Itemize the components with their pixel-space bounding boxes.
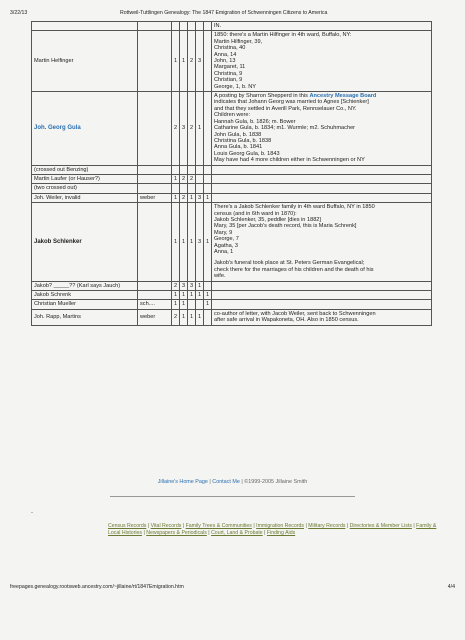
ancestry-nav-links <box>108 523 438 536</box>
details-cell <box>212 281 432 290</box>
details-line: Jakob Schlenker, 35, peddler [dies in 1882] <box>214 216 321 223</box>
details-line: indicates that Johann Georg was married to Agnes [Schienker] <box>214 99 369 106</box>
count-cell <box>204 31 212 92</box>
count-cell: 3 <box>196 31 204 92</box>
count-cell: 1 <box>196 92 204 165</box>
count-cell: 1 <box>188 291 196 300</box>
details-line: George, 7 <box>214 236 239 243</box>
nav-separator: | <box>411 523 417 529</box>
nav-link[interactable]: Finding Aids <box>266 529 296 536</box>
occupation <box>138 165 172 174</box>
occupation: weber <box>138 193 172 202</box>
details-cell <box>212 31 432 92</box>
details-cell <box>212 203 432 281</box>
emigrant-name: (crossed out Benzing) <box>32 165 138 174</box>
count-cell: 1 <box>196 291 204 300</box>
count-cell: 1 <box>180 203 188 281</box>
count-cell: 3 <box>196 193 204 202</box>
details-line: George, 1, b. NY <box>214 83 256 90</box>
occupation <box>138 31 172 92</box>
nav-link[interactable]: Directories & Member Lists <box>349 523 412 529</box>
table-row <box>32 165 432 174</box>
count-cell <box>196 300 204 309</box>
nav-link[interactable]: Military Records <box>308 523 346 529</box>
count-cell: 3 <box>196 203 204 281</box>
count-cell <box>188 300 196 309</box>
count-cell: 2 <box>188 174 196 183</box>
count-cell: 3 <box>180 92 188 165</box>
details-line: Christina, 9 <box>214 70 243 77</box>
emigrant-name: (two crossed out) <box>32 184 138 193</box>
count-cell: 1 <box>180 31 188 92</box>
count-cell <box>204 174 212 183</box>
message-board-link[interactable]: Ancestry Message Board <box>309 93 377 100</box>
occupation <box>138 281 172 290</box>
count-cell: 2 <box>172 309 180 325</box>
count-cell: 1 <box>196 309 204 325</box>
details-line: Christian, 9 <box>214 77 243 84</box>
count-cell <box>172 184 180 193</box>
count-cell: 1 <box>172 291 180 300</box>
count-cell: 1 <box>172 174 180 183</box>
count-cell: 2 <box>172 281 180 290</box>
emigrant-name: Martin Laufer (or Hauser?) <box>32 174 138 183</box>
occupation <box>138 92 172 165</box>
emigrant-name: Jakob Schlenker <box>32 203 138 281</box>
details-cell <box>212 22 432 31</box>
details-cell <box>212 184 432 193</box>
occupation <box>138 22 172 31</box>
count-cell <box>180 165 188 174</box>
details-line: John Gula, b. 1838 <box>214 131 262 138</box>
count-cell: 1 <box>204 203 212 281</box>
table-row <box>32 291 432 300</box>
dash-mark: - <box>31 510 33 516</box>
count-cell: 2 <box>172 92 180 165</box>
details-line: Christina, 40 <box>214 45 246 52</box>
count-cell: 1 <box>172 31 180 92</box>
details-line: Margaret, 11 <box>214 64 246 71</box>
details-cell <box>212 165 432 174</box>
count-cell: 1 <box>172 203 180 281</box>
details-cell <box>212 291 432 300</box>
details-line: Mary, 9 <box>214 229 233 236</box>
count-cell <box>196 174 204 183</box>
count-cell: 1 <box>204 300 212 309</box>
print-date: 3/22/13 <box>10 10 28 16</box>
table-row <box>32 281 432 290</box>
occupation: sch.... <box>138 300 172 309</box>
table-row <box>32 174 432 183</box>
emigrant-name: Jakob Schrenk <box>32 291 138 300</box>
count-cell <box>196 22 204 31</box>
count-cell: 3 <box>180 281 188 290</box>
details-cell <box>212 193 432 202</box>
table-row <box>32 203 432 281</box>
occupation <box>138 174 172 183</box>
details-line: John, 13 <box>214 58 236 65</box>
count-cell: 2 <box>180 174 188 183</box>
details-line: Louis Georg Gula, b. 1843 <box>214 150 280 157</box>
nav-link[interactable]: Court, Land & Probate <box>211 529 263 536</box>
count-cell: 1 <box>188 203 196 281</box>
home-page-link[interactable]: Jillaine's Home Page <box>157 479 208 485</box>
table-row <box>32 92 432 165</box>
details-line: Agatha, 3 <box>214 242 238 249</box>
emigrant-name: Christian Mueller <box>32 300 138 309</box>
details-line: Mary, 35 [per Jacob's death record, this is Maria Schrenk] <box>214 223 357 230</box>
table-row <box>32 193 432 202</box>
count-cell <box>204 165 212 174</box>
count-cell <box>188 165 196 174</box>
details-line: Jakob's funeral took place at St. Peters German Evangelical; <box>214 260 365 267</box>
emigrant-name: Joh. Rapp, Martins <box>32 309 138 325</box>
occupation <box>138 184 172 193</box>
details-line: IN. <box>214 23 222 29</box>
count-cell: 1 <box>180 291 188 300</box>
footer-separator: | <box>207 479 213 485</box>
count-cell: 1 <box>172 300 180 309</box>
details-line: census (and in 6th ward in 1870): <box>214 210 297 217</box>
details-line: There's a Jakob Schlenker family in 4th ward Buffalo, NY in 1850 <box>214 204 375 211</box>
emigrant-name: Jakob? _____?? (Karl says Jauch) <box>32 281 138 290</box>
details-cell <box>212 92 432 165</box>
details-cell <box>212 300 432 309</box>
table-row <box>32 184 432 193</box>
details-line: May have had 4 more children either in Schwenningen or NY <box>214 157 365 164</box>
details-line: 1850: there's a Martin Hilfinger in 4th ward, Buffalo, NY: <box>214 32 352 39</box>
nav-link[interactable]: Newspapers & Periodicals <box>146 529 207 536</box>
details-line: A posting by Sharron Shepperd in this <box>214 93 310 100</box>
count-cell: 2 <box>188 92 196 165</box>
count-cell <box>196 165 204 174</box>
emigrant-name <box>32 22 138 31</box>
copyright: | ©1999-2005 Jillaine Smith <box>239 479 308 485</box>
details-line: co-author of letter, with Jacob Weiler, sent back to Schwenningen <box>214 310 376 317</box>
details-line: Anna, 1 <box>214 249 234 255</box>
details-cell <box>212 174 432 183</box>
emigrant-name: Joh. Georg Gula <box>32 92 138 165</box>
count-cell: 1 <box>180 309 188 325</box>
page-title: Rottweil-Tuttlingen Genealogy: The 1847 Emigration of Schwenningen Citizens to America <box>120 10 328 16</box>
table-row <box>32 22 432 31</box>
count-cell <box>204 22 212 31</box>
contact-link[interactable]: Contact Me <box>212 479 240 485</box>
nav-separator: | <box>345 523 350 529</box>
details-line: and that they settled in Averill Park, Rennselauer Co., NY. <box>214 105 357 112</box>
nav-link[interactable]: Family Trees & Communities <box>185 523 252 529</box>
nav-link[interactable]: Family & Local Histories <box>108 523 437 536</box>
divider <box>110 496 355 497</box>
emigrant-name: Joh. Weiler, invalid <box>32 193 138 202</box>
nav-link[interactable]: Census Records <box>108 523 147 529</box>
count-cell: 1 <box>204 291 212 300</box>
table-row <box>32 300 432 309</box>
nav-separator: | <box>206 529 212 536</box>
details-line: Anna, 14 <box>214 51 237 58</box>
nav-separator: | <box>142 529 147 536</box>
count-cell: 3 <box>188 281 196 290</box>
count-cell <box>172 165 180 174</box>
details-line: Hannah Gula, b. 1826; m. Bower <box>214 118 296 125</box>
nav-link[interactable]: Vital Records <box>150 523 182 529</box>
occupation <box>138 203 172 281</box>
count-cell <box>172 22 180 31</box>
emigrant-name: Martin Helfinger <box>32 31 138 92</box>
count-cell: 1 <box>204 193 212 202</box>
site-footer <box>0 479 465 485</box>
nav-separator: | <box>181 523 186 529</box>
count-cell: 1 <box>188 309 196 325</box>
count-cell <box>204 92 212 165</box>
page-url: freepages.genealogy.rootsweb.ancestry.com/~jillaine/rt/1847Emigration.htm <box>10 584 184 590</box>
details-line: Anna Gula, b. 1841 <box>214 144 263 151</box>
count-cell: 2 <box>180 193 188 202</box>
details-line: Children were: <box>214 112 251 119</box>
occupation: weber <box>138 309 172 325</box>
nav-link[interactable]: Immigration Records <box>256 523 304 529</box>
count-cell: 1 <box>180 300 188 309</box>
count-cell: 1 <box>188 193 196 202</box>
nav-separator: | <box>262 529 267 536</box>
count-cell <box>188 22 196 31</box>
details-line: Christina Gula, b. 1838 <box>214 137 272 144</box>
count-cell: 2 <box>188 31 196 92</box>
count-cell <box>180 22 188 31</box>
count-cell: 1 <box>196 281 204 290</box>
table-row <box>32 31 432 92</box>
nav-separator: | <box>304 523 309 529</box>
details-line: check there for the marriages of his children and the death of his <box>214 266 374 273</box>
emigrants-table <box>31 21 432 326</box>
details-line: after safe arrival in Wapakoneta, OH. Also in 1850 census. <box>214 317 359 324</box>
nav-separator: | <box>146 523 151 529</box>
count-cell <box>188 184 196 193</box>
count-cell <box>204 281 212 290</box>
count-cell <box>180 184 188 193</box>
details-cell <box>212 309 432 325</box>
table-row <box>32 309 432 325</box>
count-cell <box>204 184 212 193</box>
count-cell <box>204 309 212 325</box>
print-header <box>10 10 455 20</box>
details-line: Martin Hilfinger, 39, <box>214 38 263 45</box>
details-line: Catharine Gula, b. 1834; m1. Wurmle; m2. Schuhmacher <box>214 125 356 132</box>
nav-separator: | <box>251 523 257 529</box>
details-line: wife. <box>214 273 226 280</box>
count-cell: 1 <box>172 193 180 202</box>
page-number: 4/4 <box>447 584 455 590</box>
count-cell <box>196 184 204 193</box>
occupation <box>138 291 172 300</box>
